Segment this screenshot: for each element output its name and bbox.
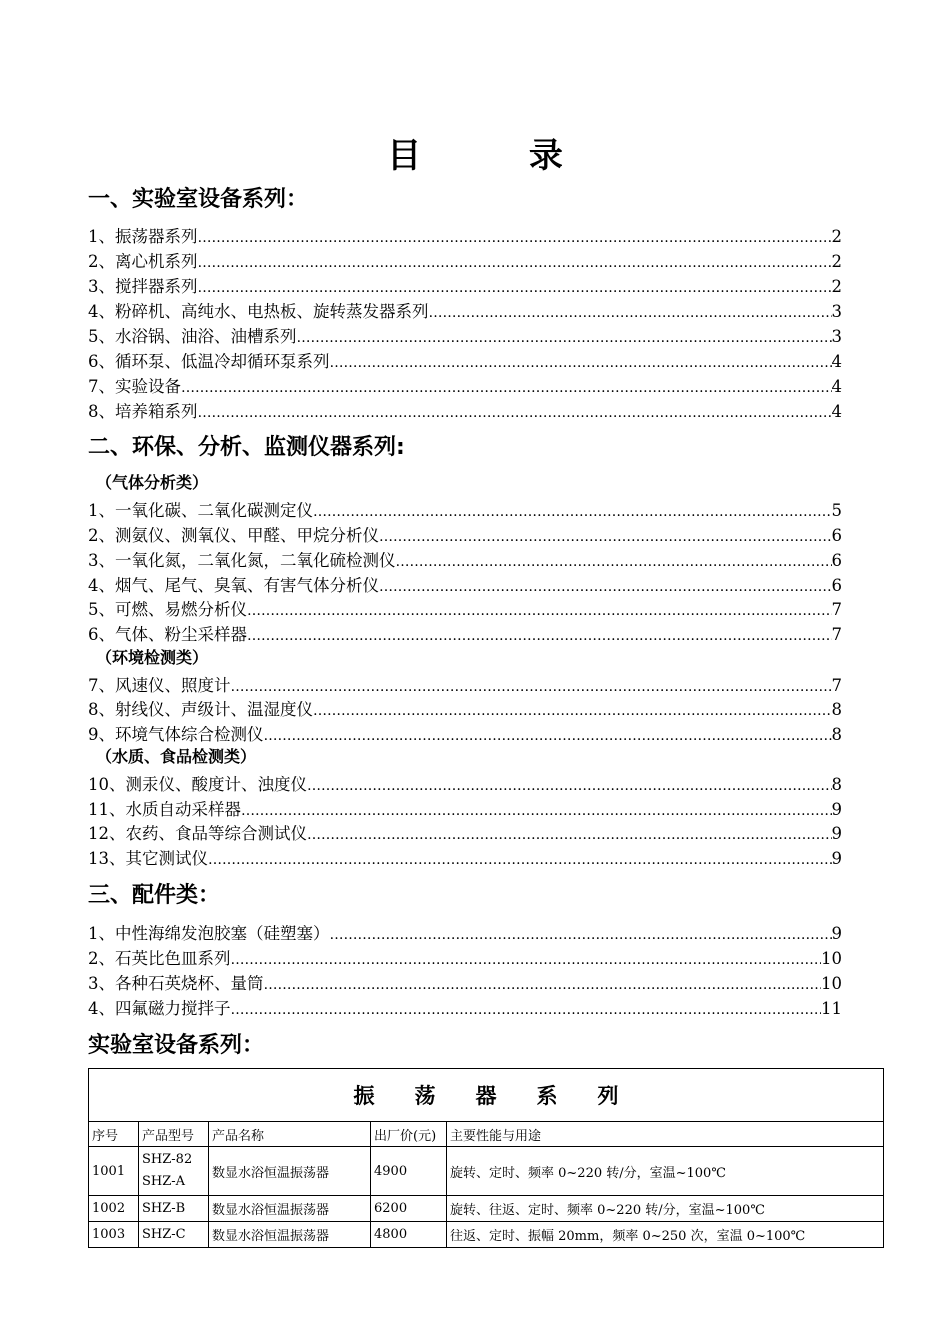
toc-entry-label: 1、一氧化碳、二氧化碳测定仪 — [88, 501, 313, 520]
cell-name: 数显水浴恒温振荡器 — [209, 1147, 371, 1196]
toc-entry-label: 3、各种石英烧杯、量筒 — [88, 974, 264, 993]
toc-leader-dots — [297, 326, 832, 351]
toc-entry[interactable] — [88, 498, 842, 523]
toc-leader-dots — [429, 301, 832, 326]
toc-entry-page: 9 — [831, 800, 842, 819]
table-row — [89, 1147, 884, 1196]
toc-entry[interactable] — [88, 697, 842, 722]
toc-entry-page: 7 — [831, 676, 842, 695]
table-row — [89, 1222, 884, 1248]
toc-leader-dots — [307, 823, 832, 848]
toc-entry[interactable] — [88, 374, 842, 399]
subheading-water-food: （水质、食品检测类） — [96, 747, 257, 766]
toc-entry-page: 4 — [831, 402, 842, 421]
toc-entry-page: 2 — [831, 252, 842, 271]
toc-leader-dots — [313, 500, 832, 525]
toc-entry-page: 4 — [831, 352, 842, 371]
toc-entry[interactable] — [88, 821, 842, 846]
toc-leader-dots — [264, 973, 822, 998]
section-heading-accessories: 三、配件类： — [88, 883, 221, 908]
product-table-caption: 振荡器系列 — [89, 1069, 884, 1122]
toc-leader-dots — [247, 599, 832, 624]
toc-leader-dots — [198, 251, 832, 276]
toc-leader-dots — [264, 724, 832, 749]
toc-entry-page: 3 — [831, 302, 842, 321]
toc-entry-label: 4、四氟磁力搅拌子 — [88, 999, 231, 1018]
section-heading-monitoring-instruments: 二、环保、分析、监测仪器系列: — [88, 435, 405, 460]
toc-entry-label: 8、射线仪、声级计、温湿度仪 — [88, 700, 313, 719]
toc-entry[interactable] — [88, 846, 842, 871]
toc-entry-page: 9 — [831, 924, 842, 943]
toc-leader-dots — [231, 948, 822, 973]
toc-entry-label: 4、粉碎机、高纯水、电热板、旋转蒸发器系列 — [88, 302, 429, 321]
toc-entry-label: 5、可燃、易燃分析仪 — [88, 600, 247, 619]
toc-entry-label: 7、实验设备 — [88, 377, 181, 396]
table-header-row — [89, 1122, 884, 1147]
toc-leader-dots — [379, 525, 832, 550]
toc-entry-label: 2、测氨仪、测氧仪、甲醛、甲烷分析仪 — [88, 526, 379, 545]
toc-entry-page: 7 — [831, 625, 842, 644]
cell-model: SHZ-A — [142, 1174, 186, 1189]
toc-entry-label: 12、农药、食品等综合测试仪 — [88, 824, 307, 843]
toc-entry-page: 2 — [831, 227, 842, 246]
table-row — [89, 1196, 884, 1222]
toc-entry[interactable] — [88, 224, 842, 249]
cell-no: 1002 — [89, 1196, 139, 1222]
column-header: 产品型号 — [139, 1122, 209, 1147]
toc-entry[interactable] — [88, 722, 842, 747]
product-table — [88, 1068, 884, 1248]
toc-entry-page: 9 — [831, 824, 842, 843]
toc-leader-dots — [198, 226, 832, 251]
toc-entry[interactable] — [88, 946, 842, 971]
toc-leader-dots — [330, 923, 832, 948]
toc-entry[interactable] — [88, 921, 842, 946]
toc-entry-page: 9 — [831, 849, 842, 868]
toc-entry-page: 6 — [831, 526, 842, 545]
cell-model: SHZ-B — [139, 1196, 209, 1222]
toc-entry-label: 2、石英比色皿系列 — [88, 949, 231, 968]
toc-entry[interactable] — [88, 299, 842, 324]
toc-leader-dots — [198, 276, 832, 301]
product-section-heading: 实验室设备系列： — [88, 1033, 265, 1058]
cell-price: 4800 — [371, 1222, 447, 1248]
subheading-gas-analysis: （气体分析类） — [96, 473, 209, 492]
cell-price: 6200 — [371, 1196, 447, 1222]
toc-entry-page: 4 — [831, 377, 842, 396]
toc-entry-page: 5 — [831, 501, 842, 520]
cell-name: 数显水浴恒温振荡器 — [209, 1196, 371, 1222]
toc-entry[interactable] — [88, 324, 842, 349]
cell-desc: 旋转、定时、频率 0~220 转/分，室温~100℃ — [447, 1147, 884, 1196]
toc-entry-page: 2 — [831, 277, 842, 296]
toc-entry[interactable] — [88, 523, 842, 548]
toc-leader-dots — [181, 376, 832, 401]
toc-entry[interactable] — [88, 399, 842, 424]
toc-entry-label: 8、培养箱系列 — [88, 402, 198, 421]
cell-price: 4900 — [371, 1147, 447, 1196]
toc-entry[interactable] — [88, 996, 842, 1021]
toc-entry-page: 7 — [831, 600, 842, 619]
toc-entry-label: 1、振荡器系列 — [88, 227, 198, 246]
toc-entry-page: 8 — [831, 725, 842, 744]
toc-entry-label: 2、离心机系列 — [88, 252, 198, 271]
toc-leader-dots — [208, 848, 832, 873]
toc-entry[interactable] — [88, 249, 842, 274]
toc-leader-dots — [307, 774, 832, 799]
toc-entry-page: 8 — [831, 700, 842, 719]
toc-entry[interactable] — [88, 274, 842, 299]
column-header: 产品名称 — [209, 1122, 371, 1147]
cell-desc: 往返、定时、振幅 20mm，频率 0~250 次，室温 0~100℃ — [447, 1222, 884, 1248]
column-header: 序号 — [89, 1122, 139, 1147]
toc-entry-page: 10 — [821, 949, 842, 968]
toc-entry-label: 3、搅拌器系列 — [88, 277, 198, 296]
toc-entry-label: 7、风速仪、照度计 — [88, 676, 231, 695]
cell-no: 1001 — [89, 1147, 139, 1196]
toc-entry[interactable] — [88, 548, 842, 573]
toc-entry[interactable] — [88, 349, 842, 374]
cell-no: 1003 — [89, 1222, 139, 1248]
toc-entry-page: 6 — [831, 551, 842, 570]
toc-entry-label: 3、一氧化氮，二氧化氮，二氧化硫检测仪 — [88, 551, 396, 570]
toc-entry-label: 9、环境气体综合检测仪 — [88, 725, 264, 744]
toc-leader-dots — [330, 351, 832, 376]
cell-models — [139, 1147, 209, 1196]
toc-leader-dots — [247, 624, 832, 649]
toc-entry[interactable] — [88, 622, 842, 647]
cell-name: 数显水浴恒温振荡器 — [209, 1222, 371, 1248]
toc-entry-label: 11、水质自动采样器 — [88, 800, 241, 819]
section-heading-lab-equipment: 一、实验室设备系列： — [88, 187, 309, 212]
toc-entry-label: 4、烟气、尾气、臭氧、有害气体分析仪 — [88, 576, 379, 595]
toc-entry-label: 6、气体、粉尘采样器 — [88, 625, 247, 644]
toc-entry[interactable] — [88, 772, 842, 797]
cell-model: SHZ-82 — [142, 1152, 193, 1167]
toc-leader-dots — [313, 699, 832, 724]
toc-entry[interactable] — [88, 673, 842, 698]
toc-entry-label: 5、水浴锅、油浴、油槽系列 — [88, 327, 297, 346]
subheading-environment: （环境检测类） — [96, 648, 209, 667]
toc-entry-page: 6 — [831, 576, 842, 595]
toc-leader-dots — [231, 998, 822, 1023]
toc-leader-dots — [198, 401, 832, 426]
toc-entry-label: 10、测汞仪、酸度计、浊度仪 — [88, 775, 307, 794]
toc-entry[interactable] — [88, 797, 842, 822]
cell-desc: 旋转、往返、定时、频率 0~220 转/分，室温~100℃ — [447, 1196, 884, 1222]
page-title: 目 录 — [387, 136, 611, 176]
toc-entry-page: 3 — [831, 327, 842, 346]
toc-entry-label: 6、循环泵、低温冷却循环泵系列 — [88, 352, 330, 371]
toc-entry-page: 10 — [821, 974, 842, 993]
column-header: 出厂价(元) — [371, 1122, 447, 1147]
toc-entry-label: 13、其它测试仪 — [88, 849, 208, 868]
toc-leader-dots — [396, 550, 832, 575]
toc-entry-page: 11 — [821, 999, 842, 1018]
cell-model: SHZ-C — [139, 1222, 209, 1248]
column-header: 主要性能与用途 — [447, 1122, 884, 1147]
toc-entry[interactable] — [88, 971, 842, 996]
toc-entry-page: 8 — [831, 775, 842, 794]
toc-entry[interactable] — [88, 573, 842, 598]
toc-entry[interactable] — [88, 597, 842, 622]
toc-entry-label: 1、中性海绵发泡胶塞（硅塑塞） — [88, 924, 330, 943]
